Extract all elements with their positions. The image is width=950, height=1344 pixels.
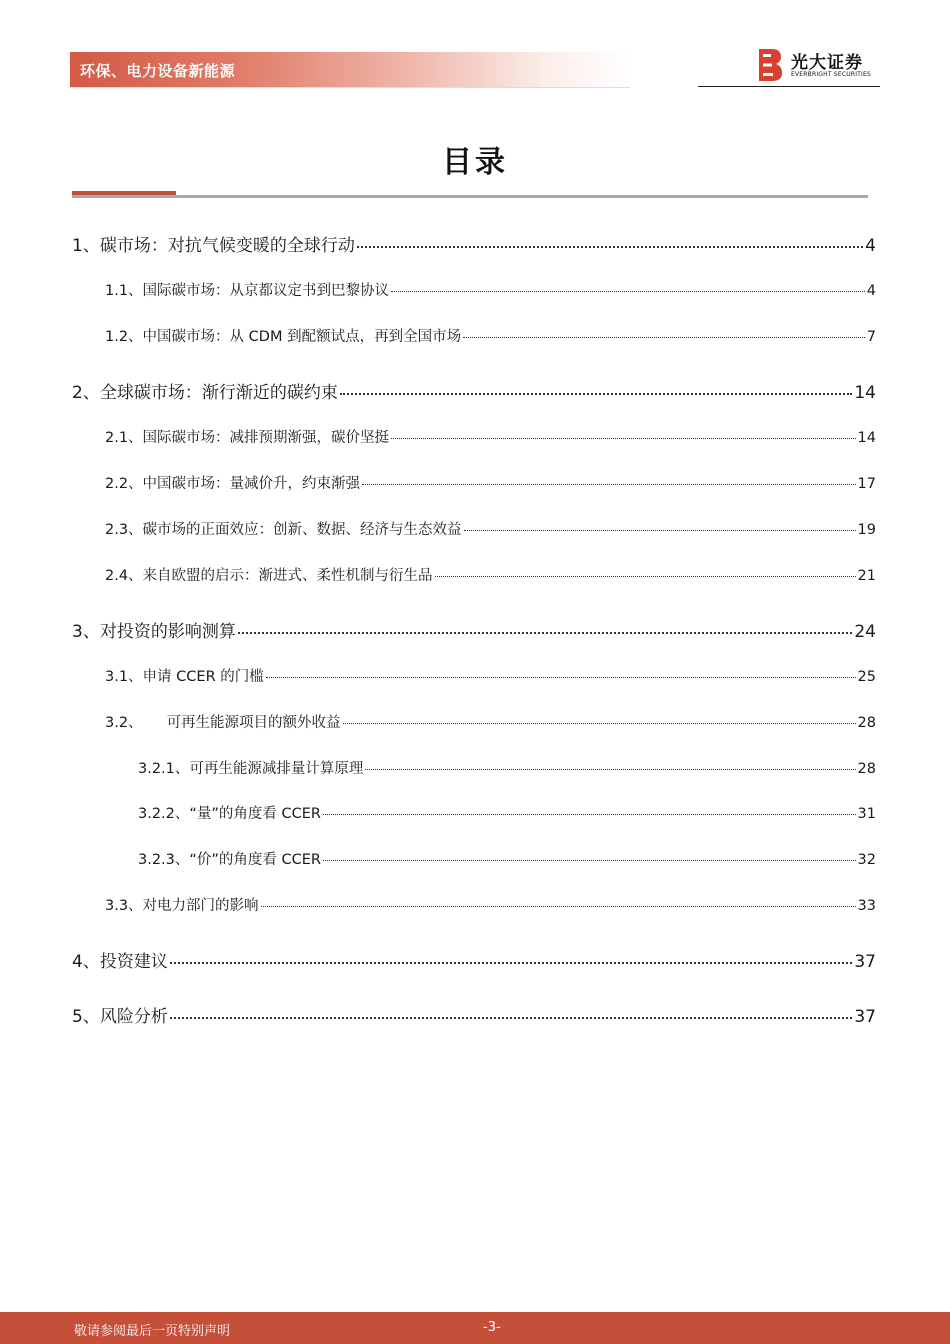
toc-entry-page: 21 (857, 568, 876, 584)
toc-entry[interactable] (105, 325, 876, 346)
toc-leader-dots (464, 516, 856, 532)
toc-leader-dots (238, 615, 853, 634)
toc-entry-text: 可再生能源项目的额外收益 (166, 715, 341, 731)
logo-text-cn: 光大证券 (791, 53, 863, 73)
toc-entry-page: 31 (857, 806, 876, 822)
toc-entry-label: 2.4、来自欧盟的启示：渐进式、柔性机制与衍生品 (105, 568, 433, 584)
toc-leader-dots (323, 800, 856, 816)
toc-entry[interactable] (72, 947, 876, 972)
toc-entry-label: 3.3、对电力部门的影响 (105, 898, 259, 914)
footer-page-number: -3- (483, 1320, 501, 1335)
toc-leader-dots (266, 663, 856, 679)
toc-entry[interactable] (105, 426, 876, 447)
header-section-title: 环保、电力设备新能源 (80, 62, 236, 80)
toc-entry-page: 4 (866, 283, 876, 299)
toc-entry[interactable] (72, 617, 876, 642)
toc-leader-dots (170, 945, 853, 964)
toc-entry-label: 3.2.3、“价”的角度看 CCER (138, 852, 322, 868)
toc-entry-page: 7 (866, 329, 876, 345)
header-divider-left (70, 87, 630, 88)
toc-entry-number: 3.2、 (105, 715, 143, 731)
toc-leader-dots (343, 709, 856, 725)
toc-leader-dots (357, 229, 863, 248)
toc-entry-label: 1、碳市场：对抗气候变暖的全球行动 (72, 236, 355, 256)
toc-entry[interactable] (138, 802, 876, 823)
toc-entry-page: 14 (854, 383, 876, 403)
toc-leader-dots (340, 376, 853, 395)
toc-entry[interactable] (105, 711, 876, 732)
toc-leader-dots (391, 424, 855, 440)
footer-disclaimer: 敬请参阅最后一页特别声明 (74, 1324, 231, 1339)
toc-entry-page: 19 (857, 522, 876, 538)
toc-entry[interactable] (105, 665, 876, 686)
toc-entry-label: 2.3、碳市场的正面效应：创新、数据、经济与生态效益 (105, 522, 462, 538)
toc-entry-page: 37 (854, 952, 876, 972)
toc-entry-label: 1.1、国际碳市场：从京都议定书到巴黎协议 (105, 283, 390, 299)
toc-entry[interactable] (105, 564, 876, 585)
toc-leader-dots (391, 277, 865, 293)
toc-entry-label: 1.2、中国碳市场：从 CDM 到配额试点，再到全国市场 (105, 329, 462, 345)
toc-entry-label: 3.1、申请 CCER 的门槛 (105, 669, 264, 685)
header-divider-right (698, 86, 880, 87)
toc-entry[interactable] (105, 894, 876, 915)
toc-entry-page: 14 (857, 430, 876, 446)
logo-text-en: EVERBRIGHT SECURITIES (791, 71, 871, 78)
toc-leader-dots (323, 846, 856, 862)
everbright-logo-icon (757, 48, 783, 82)
toc-leader-dots (362, 470, 855, 486)
toc-entry-label: 4、投资建议 (72, 952, 168, 972)
toc-entry[interactable] (138, 848, 876, 869)
toc-entry-page: 17 (857, 476, 876, 492)
toc-entry-page: 32 (857, 852, 876, 868)
toc-entry-page: 28 (857, 761, 876, 777)
title-divider-accent (72, 191, 176, 195)
toc-entry-label: 3.2.1、可再生能源减排量计算原理 (138, 761, 364, 777)
toc-entry-label: 5、风险分析 (72, 1007, 168, 1027)
toc-entry[interactable] (72, 231, 876, 256)
toc-entry-label: 2、全球碳市场：渐行渐近的碳约束 (72, 383, 338, 403)
toc-leader-dots (463, 323, 865, 339)
toc-entry-label: 3.2.2、“量”的角度看 CCER (138, 806, 322, 822)
toc-leader-dots (261, 892, 856, 908)
page-title: 目录 (442, 145, 508, 180)
toc-leader-dots (170, 1000, 853, 1019)
toc-entry-page: 24 (854, 622, 876, 642)
everbright-logo (757, 48, 882, 84)
toc-entry[interactable] (105, 472, 876, 493)
toc-entry[interactable] (105, 279, 876, 300)
toc-entry-label: 2.1、国际碳市场：减排预期渐强，碳价坚挺 (105, 430, 390, 446)
toc-entry-page: 4 (865, 236, 876, 256)
toc-entry-label (105, 711, 341, 732)
toc-leader-dots (435, 562, 856, 578)
toc-entry[interactable] (72, 378, 876, 403)
footer-bar (0, 1312, 950, 1344)
toc-entry-page: 33 (857, 898, 876, 914)
toc-entry-label: 3、对投资的影响测算 (72, 622, 236, 642)
toc-entry-page: 28 (857, 715, 876, 731)
toc-entry-label: 2.2、中国碳市场：量减价升，约束渐强 (105, 476, 361, 492)
toc-entry-page: 37 (854, 1007, 876, 1027)
toc-entry[interactable] (105, 518, 876, 539)
toc-entry-page: 25 (857, 669, 876, 685)
title-divider (72, 195, 868, 198)
toc-entry[interactable] (72, 1002, 876, 1027)
toc-entry[interactable] (138, 757, 876, 778)
toc-leader-dots (365, 755, 855, 771)
